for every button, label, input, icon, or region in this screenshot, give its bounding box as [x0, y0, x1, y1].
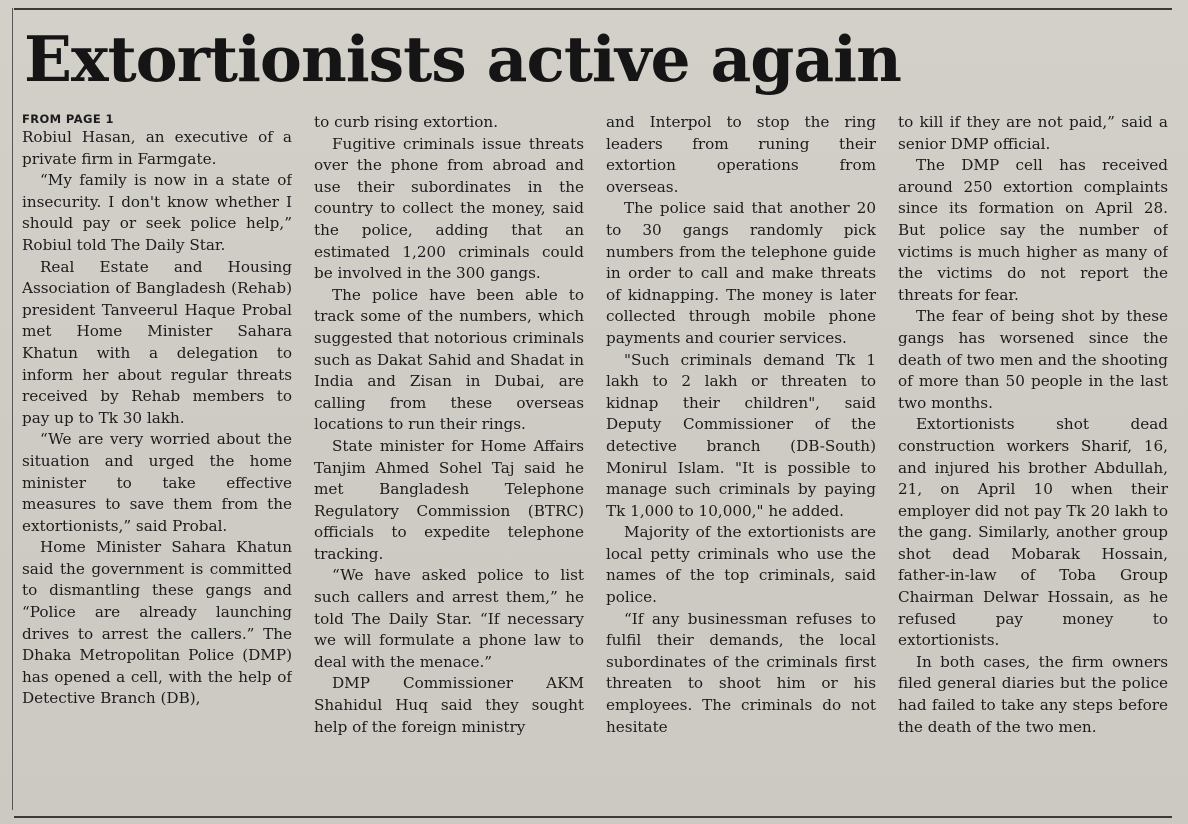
paragraph: Extortionists shot dead construction workers Sharif, 16, and injured his brother Abdullah, 21, on April 10 when their employer did not pay Tk 20 lakh to the gang. Similarly, another group shot dead Mobarak Hossain, father-in-law of Toba Group Chairman Delwar Hossain, as he refused pay money to extortionists.	[898, 415, 1168, 650]
paragraph: Real Estate and Housing Association of Bangladesh (Rehab) president Tanveerul Haque Probal met Home Minister Sahara Khatun with a delegation to inform her about regular threats received by Rehab members to pay up to Tk 30 lakh.	[22, 257, 292, 427]
top-rule	[14, 8, 1172, 10]
paragraph: The police have been able to track some of the numbers, which suggested that notorious criminals such as Dakat Sahid and Shadat in India and Zisan in Dubai, are calling from these overseas locations to run their rings.	[314, 285, 584, 434]
article-column-1	[22, 112, 292, 808]
paragraph: "Such criminals demand Tk 1 lakh to 2 lakh or threaten to kidnap their children", said Deputy Commissioner of the detective branch (DB-South) Monirul Islam. "It is possible to manage such criminals by paying Tk 1,000 to 10,000," he added.	[606, 350, 876, 520]
headline: Extortionists active again	[24, 22, 901, 96]
article-column-4	[898, 112, 1168, 808]
paragraph: Majority of the extortionists are local petty criminals who use the names of the top criminals, said police.	[606, 523, 876, 607]
paragraph: Robiul Hasan, an executive of a private firm in Farmgate.	[22, 128, 292, 168]
paragraph: “My family is now in a state of insecurity. I don't know whether I should pay or seek police help,” Robiul told The Daily Star.	[22, 171, 292, 254]
paragraph: State minister for Home Affairs Tanjim Ahmed Sohel Taj said he met Bangladesh Telephone Regulatory Commission (BTRC) officials to expedite telephone tracking.	[314, 436, 584, 563]
left-rule	[12, 8, 13, 810]
paragraph: and Interpol to stop the ring leaders from runing their extortion operations from overseas.	[606, 113, 876, 196]
paragraph: to kill if they are not paid,” said a senior DMP official.	[898, 113, 1168, 153]
article-column-2	[314, 112, 584, 808]
paragraph: DMP Commissioner AKM Shahidul Huq said they sought help of the foreign ministry	[314, 674, 584, 736]
article-column-3	[606, 112, 876, 808]
bottom-rule	[14, 816, 1172, 818]
paragraph: Home Minister Sahara Khatun said the government is committed to dismantling these gangs and “Police are already launching drives to arrest the callers.” The Dhaka Metropolitan Police (DMP) has opened a cell, with the help of Detective Branch (DB),	[22, 538, 292, 708]
paragraph: The DMP cell has received around 250 extortion complaints since its formation on April 28. But police say the number of victims is much higher as many of the victims do not report the threats for fear.	[898, 156, 1168, 304]
paragraph: Fugitive criminals issue threats over the phone from abroad and use their subordinates in the country to collect the money, said the police, adding that an estimated 1,200 criminals could be involved in the 300 gangs.	[314, 134, 584, 283]
paragraph: In both cases, the firm owners filed general diaries but the police had failed to take any steps before the death of the two men.	[898, 652, 1168, 736]
paragraph: The police said that another 20 to 30 gangs randomly pick numbers from the telephone guide in order to call and make threats of kidnapping. The money is later collected through mobile phone payments and courier services.	[606, 199, 876, 347]
paragraph: to curb rising extortion.	[314, 113, 499, 131]
article-body	[22, 112, 1168, 808]
from-page-kicker: FROM PAGE 1	[22, 112, 114, 126]
paragraph: “If any businessman refuses to fulfil their demands, the local subordinates of the criminals first threaten to shoot him or his employees. The criminals do not hesitate	[606, 609, 876, 736]
paragraph: “We have asked police to list such callers and arrest them,” he told The Daily Star. “If necessary we will formulate a phone law to deal with the menace.”	[314, 566, 584, 671]
paragraph: “We are very worried about the situation and urged the home minister to take effective measures to save them from the extortionists,” said Probal.	[22, 430, 292, 535]
paragraph: The fear of being shot by these gangs has worsened since the death of two men and the shooting of more than 50 people in the last two months.	[898, 307, 1168, 412]
